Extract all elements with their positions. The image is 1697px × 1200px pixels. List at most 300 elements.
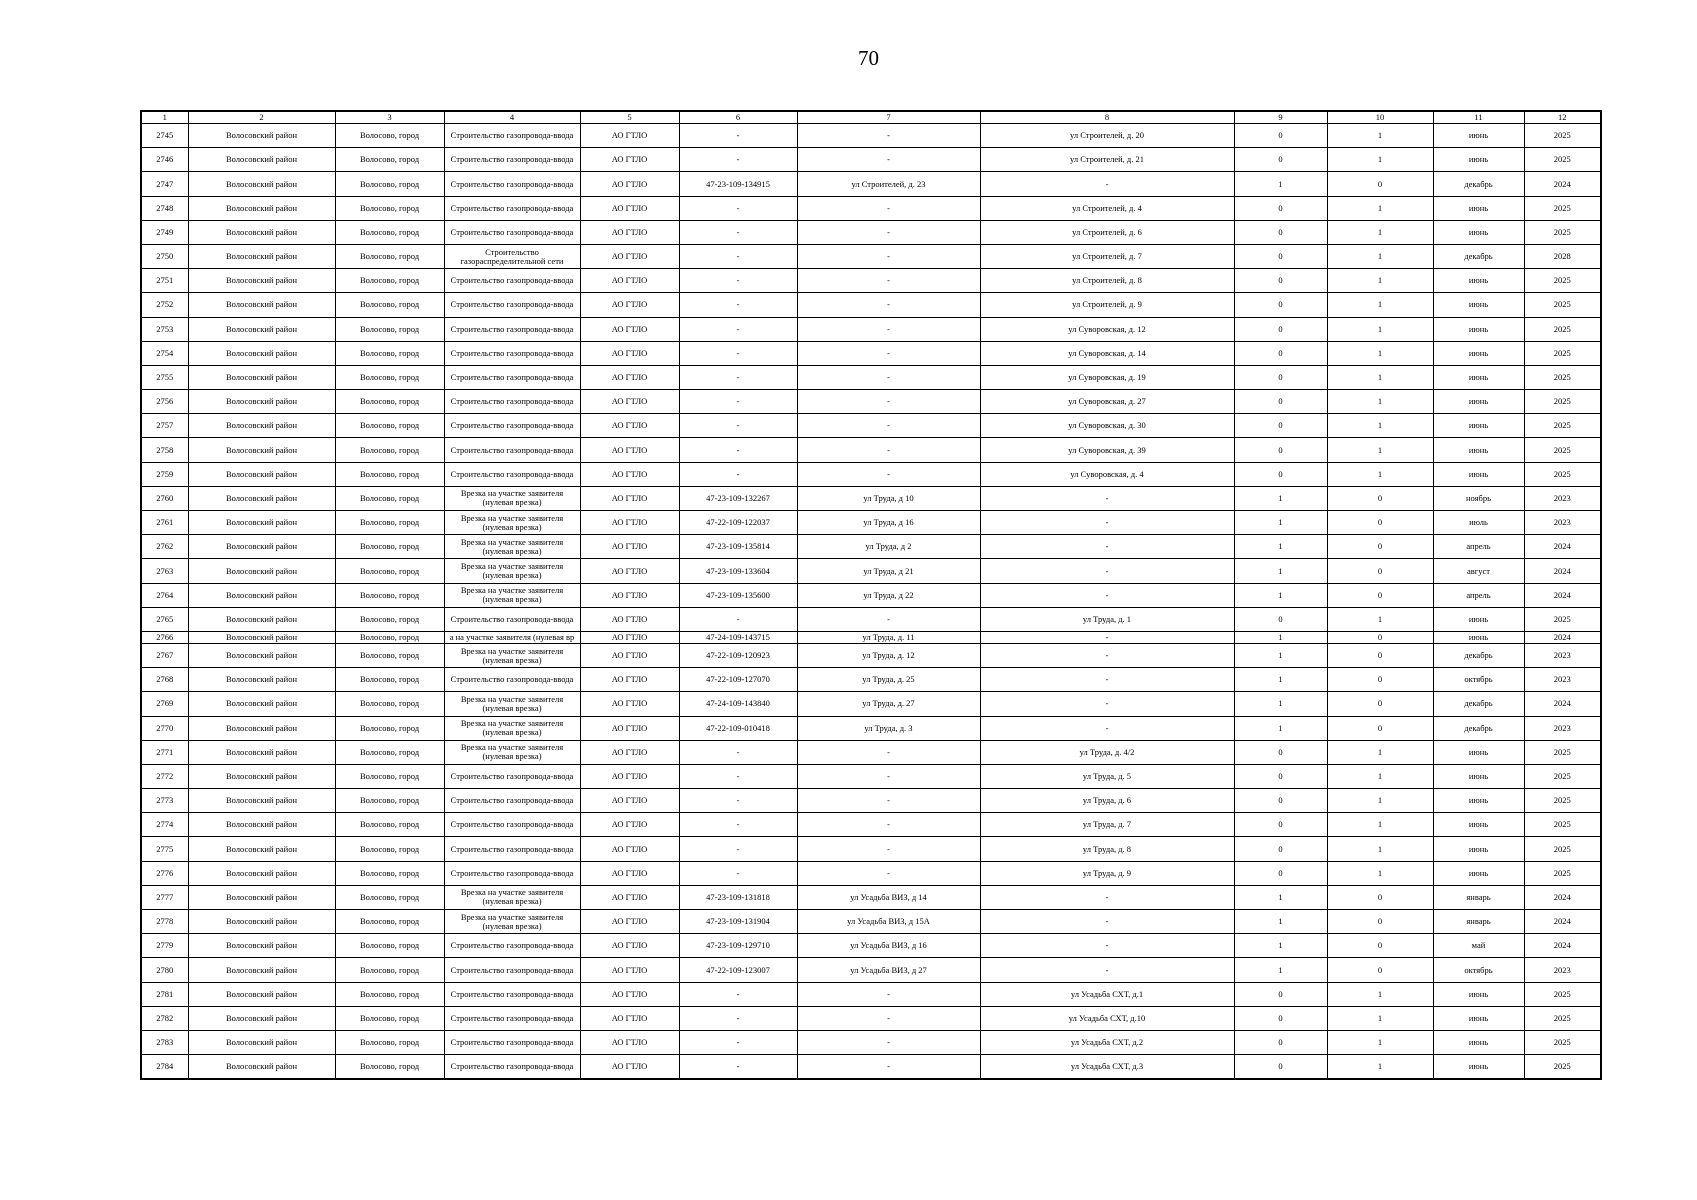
table-cell-col-1: 2768: [141, 668, 188, 692]
table-cell-col-10: 1: [1327, 414, 1433, 438]
table-cell-col-2: Волосовский район: [188, 583, 335, 607]
table-cell-col-5: АО ГТЛО: [580, 789, 679, 813]
table-cell-col-4: Строительство газопровода-ввода: [444, 1055, 580, 1080]
table-row: [141, 982, 1601, 1006]
table-cell-col-6: 47-23-109-135600: [679, 583, 797, 607]
table-cell-col-12: 2025: [1524, 1055, 1601, 1080]
table-cell-col-11: июнь: [1433, 1006, 1524, 1030]
table-row: [141, 861, 1601, 885]
table-cell-col-1: 2772: [141, 764, 188, 788]
table-cell-col-11: август: [1433, 559, 1524, 583]
table-row: [141, 535, 1601, 559]
table-cell-col-1: 2745: [141, 124, 188, 148]
table-cell-col-4: Строительство газопровода-ввода: [444, 837, 580, 861]
table-cell-col-1: 2780: [141, 958, 188, 982]
table-cell-col-10: 0: [1327, 559, 1433, 583]
table-cell-col-1: 2781: [141, 982, 188, 1006]
table-cell-col-5: АО ГТЛО: [580, 535, 679, 559]
table-cell-col-8: -: [980, 583, 1234, 607]
table-cell-col-3: Волосово, город: [335, 317, 444, 341]
table-row: [141, 668, 1601, 692]
table-cell-col-2: Волосовский район: [188, 958, 335, 982]
table-cell-col-9: 0: [1234, 317, 1327, 341]
table-cell-col-9: 0: [1234, 269, 1327, 293]
table-cell-col-4: Строительство газопровода-ввода: [444, 1006, 580, 1030]
table-cell-col-11: июнь: [1433, 148, 1524, 172]
table-row: [141, 813, 1601, 837]
table-cell-col-9: 0: [1234, 607, 1327, 631]
table-cell-col-2: Волосовский район: [188, 148, 335, 172]
table-cell-col-12: 2025: [1524, 317, 1601, 341]
table-cell-col-3: Волосово, город: [335, 244, 444, 268]
table-cell-col-12: 2025: [1524, 148, 1601, 172]
table-cell-col-2: Волосовский район: [188, 414, 335, 438]
table-cell-col-10: 0: [1327, 910, 1433, 934]
table-cell-col-12: 2025: [1524, 269, 1601, 293]
table-cell-col-5: АО ГТЛО: [580, 934, 679, 958]
table-cell-col-4: Строительство газопровода-ввода: [444, 414, 580, 438]
table-cell-col-11: октябрь: [1433, 668, 1524, 692]
table-cell-col-4: Врезка на участке заявителя (нулевая врезка): [444, 535, 580, 559]
table-cell-col-6: -: [679, 1006, 797, 1030]
table-row: [141, 438, 1601, 462]
table-cell-col-5: АО ГТЛО: [580, 244, 679, 268]
table-cell-col-5: АО ГТЛО: [580, 692, 679, 716]
table-cell-col-12: 2024: [1524, 559, 1601, 583]
table-cell-col-1: 2782: [141, 1006, 188, 1030]
table-cell-col-1: 2776: [141, 861, 188, 885]
table-cell-col-11: декабрь: [1433, 643, 1524, 667]
table-cell-col-3: Волосово, город: [335, 837, 444, 861]
table-cell-col-5: АО ГТЛО: [580, 124, 679, 148]
table-cell-col-11: декабрь: [1433, 244, 1524, 268]
table-cell-col-4: Строительство газопровода-ввода: [444, 789, 580, 813]
table-cell-col-5: АО ГТЛО: [580, 438, 679, 462]
table-cell-col-7: -: [797, 341, 980, 365]
table-cell-col-7: -: [797, 1030, 980, 1054]
table-cell-col-2: Волосовский район: [188, 196, 335, 220]
table-cell-col-11: май: [1433, 934, 1524, 958]
table-cell-col-1: 2784: [141, 1055, 188, 1080]
table-cell-col-3: Волосово, город: [335, 269, 444, 293]
table-cell-col-12: 2025: [1524, 1006, 1601, 1030]
table-cell-col-12: 2023: [1524, 643, 1601, 667]
table-cell-col-6: -: [679, 813, 797, 837]
table-cell-col-9: 0: [1234, 196, 1327, 220]
table-cell-col-3: Волосово, город: [335, 861, 444, 885]
table-cell-col-3: Волосово, город: [335, 1006, 444, 1030]
table-cell-col-4: Строительство газопровода-ввода: [444, 220, 580, 244]
table-cell-col-12: 2024: [1524, 172, 1601, 196]
table-cell-col-8: ул Труда, д. 5: [980, 764, 1234, 788]
table-cell-col-11: июнь: [1433, 607, 1524, 631]
table-cell-col-1: 2748: [141, 196, 188, 220]
table-cell-col-6: 47-24-109-143840: [679, 692, 797, 716]
table-cell-col-12: 2025: [1524, 414, 1601, 438]
table-cell-col-12: 2025: [1524, 390, 1601, 414]
table-cell-col-3: Волосово, город: [335, 220, 444, 244]
table-cell-col-4: Врезка на участке заявителя (нулевая врезка): [444, 559, 580, 583]
table-cell-col-2: Волосовский район: [188, 511, 335, 535]
table-cell-col-7: ул Труда, д 22: [797, 583, 980, 607]
table-cell-col-2: Волосовский район: [188, 1030, 335, 1054]
table-cell-col-9: 0: [1234, 341, 1327, 365]
table-row: [141, 124, 1601, 148]
table-cell-col-8: ул Труда, д. 4/2: [980, 740, 1234, 764]
table-cell-col-9: 1: [1234, 668, 1327, 692]
table-cell-col-11: июнь: [1433, 740, 1524, 764]
table-cell-col-1: 2771: [141, 740, 188, 764]
table-row: [141, 148, 1601, 172]
table-row: [141, 511, 1601, 535]
table-cell-col-4: Строительство газопровода-ввода: [444, 148, 580, 172]
table-cell-col-12: 2023: [1524, 511, 1601, 535]
table-cell-col-2: Волосовский район: [188, 559, 335, 583]
table-cell-col-3: Волосово, город: [335, 934, 444, 958]
table-cell-col-8: -: [980, 692, 1234, 716]
table-row: [141, 631, 1601, 643]
table-cell-col-9: 1: [1234, 559, 1327, 583]
table-cell-col-7: -: [797, 220, 980, 244]
table-cell-col-3: Волосово, город: [335, 293, 444, 317]
table-cell-col-8: -: [980, 910, 1234, 934]
table-cell-col-8: -: [980, 716, 1234, 740]
table-cell-col-4: Врезка на участке заявителя (нулевая врезка): [444, 716, 580, 740]
table-cell-col-7: -: [797, 317, 980, 341]
table-cell-col-12: 2025: [1524, 341, 1601, 365]
table-cell-col-8: ул Труда, д. 9: [980, 861, 1234, 885]
table-cell-col-10: 1: [1327, 789, 1433, 813]
table-cell-col-11: июнь: [1433, 837, 1524, 861]
table-row: [141, 559, 1601, 583]
table-cell-col-10: 0: [1327, 668, 1433, 692]
table-cell-col-2: Волосовский район: [188, 293, 335, 317]
table-cell-col-1: 2769: [141, 692, 188, 716]
table-cell-col-10: 0: [1327, 172, 1433, 196]
column-header-12: 12: [1524, 111, 1601, 124]
table-cell-col-2: Волосовский район: [188, 341, 335, 365]
table-cell-col-2: Волосовский район: [188, 244, 335, 268]
table-cell-col-2: Волосовский район: [188, 934, 335, 958]
table-cell-col-9: 0: [1234, 982, 1327, 1006]
table-cell-col-7: -: [797, 789, 980, 813]
table-cell-col-2: Волосовский район: [188, 861, 335, 885]
table-cell-col-7: ул Усадьба ВИЗ, д 15А: [797, 910, 980, 934]
table-cell-col-6: 47-22-109-123007: [679, 958, 797, 982]
table-cell-col-9: 0: [1234, 837, 1327, 861]
table-row: [141, 1055, 1601, 1080]
table-cell-col-5: АО ГТЛО: [580, 668, 679, 692]
table-cell-col-10: 1: [1327, 317, 1433, 341]
table-row: [141, 958, 1601, 982]
table-cell-col-3: Волосово, город: [335, 438, 444, 462]
table-cell-col-8: ул Строителей, д. 4: [980, 196, 1234, 220]
table-cell-col-10: 0: [1327, 631, 1433, 643]
table-cell-col-5: АО ГТЛО: [580, 958, 679, 982]
table-cell-col-5: АО ГТЛО: [580, 583, 679, 607]
table-cell-col-1: 2779: [141, 934, 188, 958]
table-cell-col-6: -: [679, 220, 797, 244]
table-cell-col-9: 1: [1234, 643, 1327, 667]
table-cell-col-7: ул Строителей, д. 23: [797, 172, 980, 196]
table-cell-col-7: -: [797, 607, 980, 631]
table-cell-col-5: АО ГТЛО: [580, 643, 679, 667]
table-cell-col-1: 2761: [141, 511, 188, 535]
table-cell-col-10: 1: [1327, 341, 1433, 365]
table-cell-col-9: 0: [1234, 813, 1327, 837]
table-cell-col-9: 0: [1234, 365, 1327, 389]
table-body: [141, 124, 1601, 1080]
table-cell-col-11: июнь: [1433, 317, 1524, 341]
table-cell-col-5: АО ГТЛО: [580, 631, 679, 643]
table-cell-col-8: ул Усадьба СХТ, д.1: [980, 982, 1234, 1006]
table-cell-col-5: АО ГТЛО: [580, 220, 679, 244]
table-cell-col-11: июнь: [1433, 269, 1524, 293]
table-cell-col-12: 2025: [1524, 789, 1601, 813]
table-cell-col-5: АО ГТЛО: [580, 1006, 679, 1030]
table-row: [141, 341, 1601, 365]
table-cell-col-2: Волосовский район: [188, 535, 335, 559]
column-header-3: 3: [335, 111, 444, 124]
table-cell-col-3: Волосово, город: [335, 813, 444, 837]
table-cell-col-7: -: [797, 269, 980, 293]
table-cell-col-7: ул Труда, д. 12: [797, 643, 980, 667]
table-cell-col-9: 0: [1234, 1055, 1327, 1080]
table-cell-col-8: ул Труда, д. 8: [980, 837, 1234, 861]
table-cell-col-11: июнь: [1433, 124, 1524, 148]
table-cell-col-12: 2025: [1524, 365, 1601, 389]
table-row: [141, 172, 1601, 196]
table-row: [141, 583, 1601, 607]
table-cell-col-6: -: [679, 1055, 797, 1080]
table-cell-col-7: ул Усадьба ВИЗ, д 14: [797, 885, 980, 909]
table-cell-col-5: АО ГТЛО: [580, 607, 679, 631]
table-row: [141, 837, 1601, 861]
table-cell-col-1: 2757: [141, 414, 188, 438]
table-cell-col-11: июнь: [1433, 196, 1524, 220]
table-cell-col-7: -: [797, 813, 980, 837]
table-row: [141, 486, 1601, 510]
table-cell-col-10: 0: [1327, 511, 1433, 535]
table-cell-col-5: АО ГТЛО: [580, 559, 679, 583]
table-row: [141, 390, 1601, 414]
table-cell-col-7: -: [797, 244, 980, 268]
table-cell-col-11: июнь: [1433, 438, 1524, 462]
table-cell-col-1: 2767: [141, 643, 188, 667]
table-cell-col-12: 2023: [1524, 716, 1601, 740]
table-cell-col-12: 2024: [1524, 692, 1601, 716]
table-cell-col-5: АО ГТЛО: [580, 910, 679, 934]
table-cell-col-4: Строительство газопровода-ввода: [444, 668, 580, 692]
table-cell-col-1: 2766: [141, 631, 188, 643]
table-row: [141, 910, 1601, 934]
table-cell-col-1: 2752: [141, 293, 188, 317]
table-cell-col-2: Волосовский район: [188, 486, 335, 510]
table-cell-col-1: 2756: [141, 390, 188, 414]
table-cell-col-2: Волосовский район: [188, 668, 335, 692]
table-cell-col-8: ул Суворовская, д. 12: [980, 317, 1234, 341]
table-cell-col-9: 1: [1234, 885, 1327, 909]
table-cell-col-12: 2025: [1524, 764, 1601, 788]
table-row: [141, 643, 1601, 667]
table-cell-col-4: Строительство газопровода-ввода: [444, 607, 580, 631]
table-cell-col-9: 1: [1234, 172, 1327, 196]
table-cell-col-5: АО ГТЛО: [580, 341, 679, 365]
table-cell-col-4: Врезка на участке заявителя (нулевая врезка): [444, 583, 580, 607]
table-cell-col-6: 47-23-109-132267: [679, 486, 797, 510]
table-cell-col-10: 1: [1327, 607, 1433, 631]
table-cell-col-10: 1: [1327, 764, 1433, 788]
table-cell-col-12: 2023: [1524, 486, 1601, 510]
table-cell-col-5: АО ГТЛО: [580, 148, 679, 172]
table-cell-col-7: -: [797, 414, 980, 438]
table-cell-col-11: октябрь: [1433, 958, 1524, 982]
table-cell-col-3: Волосово, город: [335, 764, 444, 788]
table-row: [141, 934, 1601, 958]
table-cell-col-1: 2759: [141, 462, 188, 486]
table-cell-col-5: АО ГТЛО: [580, 414, 679, 438]
table-row: [141, 244, 1601, 268]
table-cell-col-7: ул Труда, д. 3: [797, 716, 980, 740]
table-cell-col-9: 1: [1234, 511, 1327, 535]
table-cell-col-2: Волосовский район: [188, 124, 335, 148]
table-cell-col-1: 2762: [141, 535, 188, 559]
table-cell-col-7: -: [797, 124, 980, 148]
table-cell-col-1: 2764: [141, 583, 188, 607]
table-cell-col-10: 1: [1327, 293, 1433, 317]
table-cell-col-8: ул Суворовская, д. 30: [980, 414, 1234, 438]
table-cell-col-6: 47-22-109-120923: [679, 643, 797, 667]
table-cell-col-6: -: [679, 414, 797, 438]
table-cell-col-3: Волосово, город: [335, 631, 444, 643]
table-cell-col-8: ул Усадьба СХТ, д.10: [980, 1006, 1234, 1030]
table-cell-col-2: Волосовский район: [188, 692, 335, 716]
table-cell-col-1: 2778: [141, 910, 188, 934]
table-cell-col-8: ул Труда, д. 6: [980, 789, 1234, 813]
table-cell-col-1: 2765: [141, 607, 188, 631]
table-cell-col-3: Волосово, город: [335, 172, 444, 196]
table-cell-col-1: 2753: [141, 317, 188, 341]
table-cell-col-6: 47-23-109-129710: [679, 934, 797, 958]
table-cell-col-10: 1: [1327, 861, 1433, 885]
table-cell-col-6: -: [679, 365, 797, 389]
table-cell-col-6: -: [679, 462, 797, 486]
table-cell-col-9: 0: [1234, 861, 1327, 885]
table-cell-col-9: 0: [1234, 390, 1327, 414]
table-cell-col-3: Волосово, город: [335, 982, 444, 1006]
table-cell-col-6: -: [679, 861, 797, 885]
table-cell-col-10: 0: [1327, 692, 1433, 716]
table-row: [141, 1030, 1601, 1054]
table-cell-col-7: ул Труда, д 21: [797, 559, 980, 583]
table-cell-col-6: -: [679, 438, 797, 462]
table-cell-col-1: 2749: [141, 220, 188, 244]
table-cell-col-8: ул Труда, д. 7: [980, 813, 1234, 837]
table-cell-col-9: 0: [1234, 244, 1327, 268]
table-cell-col-2: Волосовский район: [188, 1055, 335, 1080]
table-cell-col-4: Строительство газопровода-ввода: [444, 341, 580, 365]
table-cell-col-2: Волосовский район: [188, 1006, 335, 1030]
table-cell-col-5: АО ГТЛО: [580, 885, 679, 909]
table-row: [141, 317, 1601, 341]
table-cell-col-9: 0: [1234, 1030, 1327, 1054]
table-cell-col-8: ул Суворовская, д. 27: [980, 390, 1234, 414]
table-cell-col-5: АО ГТЛО: [580, 764, 679, 788]
table-cell-col-8: ул Строителей, д. 6: [980, 220, 1234, 244]
table-cell-col-3: Волосово, город: [335, 124, 444, 148]
table-cell-col-2: Волосовский район: [188, 789, 335, 813]
table-cell-col-5: АО ГТЛО: [580, 716, 679, 740]
table-cell-col-7: -: [797, 982, 980, 1006]
table-cell-col-6: -: [679, 390, 797, 414]
table-cell-col-10: 0: [1327, 934, 1433, 958]
table-cell-col-6: -: [679, 1030, 797, 1054]
table-cell-col-10: 0: [1327, 486, 1433, 510]
table-cell-col-12: 2025: [1524, 1030, 1601, 1054]
table-cell-col-10: 0: [1327, 643, 1433, 667]
table-cell-col-9: 1: [1234, 716, 1327, 740]
table-cell-col-6: -: [679, 196, 797, 220]
table-cell-col-1: 2760: [141, 486, 188, 510]
table-cell-col-2: Волосовский район: [188, 813, 335, 837]
table-cell-col-1: 2751: [141, 269, 188, 293]
table-cell-col-9: 0: [1234, 764, 1327, 788]
table-cell-col-8: -: [980, 643, 1234, 667]
table-cell-col-5: АО ГТЛО: [580, 172, 679, 196]
table-cell-col-2: Волосовский район: [188, 462, 335, 486]
table-cell-col-9: 0: [1234, 789, 1327, 813]
table-cell-col-1: 2783: [141, 1030, 188, 1054]
table-row: [141, 885, 1601, 909]
table-cell-col-3: Волосово, город: [335, 511, 444, 535]
table-cell-col-6: -: [679, 269, 797, 293]
table-cell-col-10: 1: [1327, 390, 1433, 414]
table-cell-col-9: 0: [1234, 740, 1327, 764]
table-cell-col-5: АО ГТЛО: [580, 1055, 679, 1080]
table-cell-col-7: -: [797, 1055, 980, 1080]
table-cell-col-12: 2025: [1524, 813, 1601, 837]
table-cell-col-8: ул Строителей, д. 21: [980, 148, 1234, 172]
table-row: [141, 607, 1601, 631]
table-cell-col-4: Строительство газопровода-ввода: [444, 172, 580, 196]
table-cell-col-11: июнь: [1433, 861, 1524, 885]
table-row: [141, 740, 1601, 764]
table-cell-col-7: -: [797, 764, 980, 788]
table-cell-col-11: июль: [1433, 511, 1524, 535]
table-cell-col-1: 2777: [141, 885, 188, 909]
table-cell-col-4: Строительство газопровода-ввода: [444, 1030, 580, 1054]
table-cell-col-8: -: [980, 885, 1234, 909]
table-row: [141, 1006, 1601, 1030]
table-cell-col-3: Волосово, город: [335, 607, 444, 631]
table-cell-col-7: ул Труда, д 2: [797, 535, 980, 559]
column-header-10: 10: [1327, 111, 1433, 124]
table-cell-col-9: 0: [1234, 1006, 1327, 1030]
table-cell-col-1: 2754: [141, 341, 188, 365]
table-cell-col-3: Волосово, город: [335, 1030, 444, 1054]
table-cell-col-12: 2024: [1524, 934, 1601, 958]
table-cell-col-11: июнь: [1433, 341, 1524, 365]
table-cell-col-4: Врезка на участке заявителя (нулевая врезка): [444, 692, 580, 716]
table-row: [141, 293, 1601, 317]
table-cell-col-5: АО ГТЛО: [580, 740, 679, 764]
table-cell-col-4: Врезка на участке заявителя (нулевая врезка): [444, 643, 580, 667]
table-cell-col-8: ул Суворовская, д. 4: [980, 462, 1234, 486]
table-cell-col-12: 2024: [1524, 885, 1601, 909]
table-cell-col-5: АО ГТЛО: [580, 486, 679, 510]
table-cell-col-6: 47-22-109-122037: [679, 511, 797, 535]
table-cell-col-6: -: [679, 740, 797, 764]
